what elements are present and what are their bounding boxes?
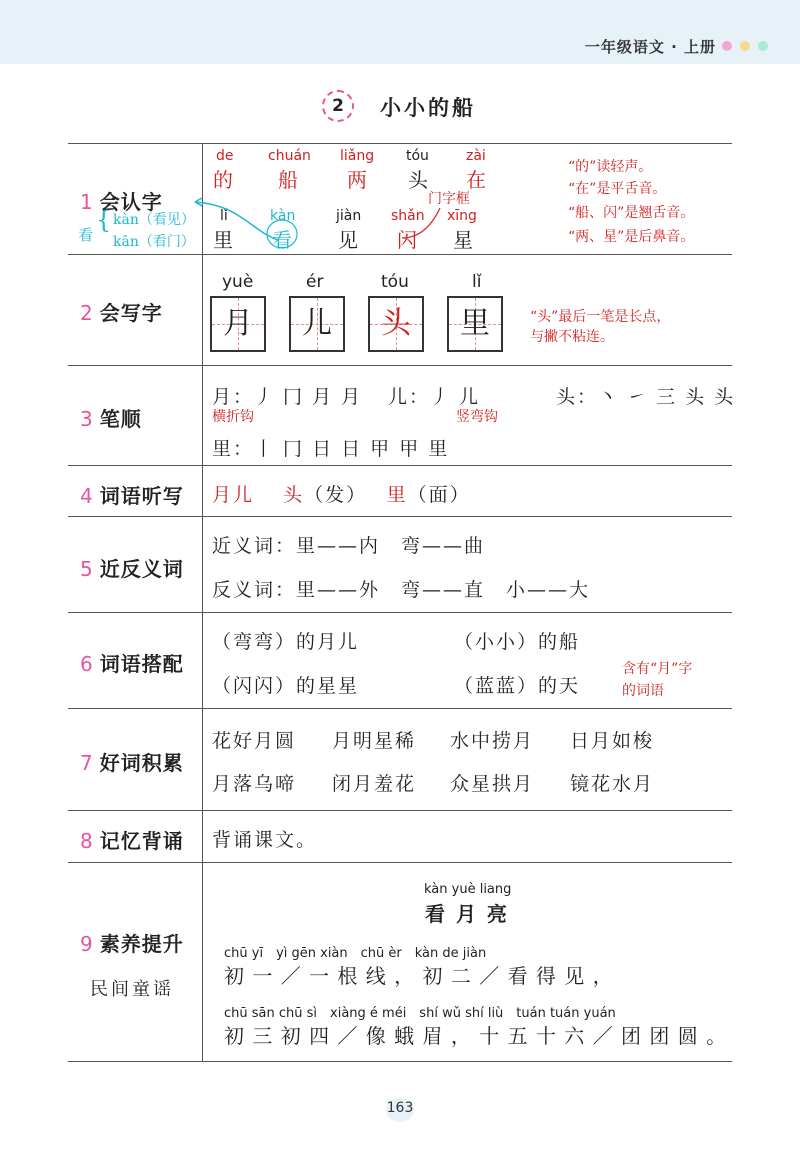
kan-reading-2: kān（看门） [113, 234, 195, 250]
write-note-1: “头”最后一笔是长点， [530, 309, 671, 325]
pinyin: kàn [270, 208, 296, 224]
table-border-top [68, 143, 732, 144]
section-3-label: 3 笔顺 [80, 407, 142, 431]
section-9-sublabel: 民间童谣 [90, 979, 174, 1000]
pinyin: ér [306, 272, 324, 292]
pinyin: de [216, 148, 234, 164]
char: 的 [213, 168, 233, 192]
section-9-label: 9 素养提升 [80, 932, 184, 956]
row-divider [68, 708, 732, 709]
header-bar [0, 0, 800, 64]
row-divider [68, 810, 732, 811]
lesson-title: 小小的船 [380, 96, 476, 120]
pinyin: tóu [406, 148, 429, 164]
section-5-label: 5 近反义词 [80, 557, 184, 581]
row-divider [68, 254, 732, 255]
char: 头 [408, 168, 428, 192]
pinyin: xīng [447, 208, 477, 224]
row-divider [68, 516, 732, 517]
stroke-yue: 月：丿 冂 月 月 [212, 386, 363, 408]
write-char: 月 [223, 306, 253, 341]
char: 见 [338, 228, 358, 252]
pinyin: lǐ [220, 208, 228, 224]
collocation-item: （小小）的船 [454, 631, 581, 653]
pinyin: yuè [222, 272, 254, 292]
synonyms-line: 近义词：里——内 弯——曲 [212, 535, 486, 557]
section-7-label: 7 好词积累 [80, 751, 184, 775]
kan-reading-1: kàn（看见） [113, 212, 195, 228]
rhyme-line2-pinyin: chū sān chū sì xiàng é méi shí wǔ shí liù tuán tuán yuán [224, 1006, 616, 1021]
rhyme-title-pinyin: kàn yuè liang [424, 882, 512, 897]
char: 里 [213, 228, 233, 252]
kan-prefix: 看 [78, 226, 94, 244]
section-6-label: 6 词语搭配 [80, 652, 184, 676]
pinyin: chuán [268, 148, 311, 164]
stroke-tou: 头：丶 ㇀ 三 头 头 [556, 386, 736, 408]
stroke-note-hengzhegou: 横折钩 [212, 409, 254, 425]
goodword: 水中捞月 [450, 730, 535, 752]
write-char: 头 [381, 306, 411, 341]
char: 两 [347, 168, 367, 192]
pinyin: shǎn [391, 208, 425, 224]
pinyin: liǎng [340, 148, 375, 164]
goodword: 闭月羞花 [332, 773, 417, 795]
pinyin: tóu [381, 272, 409, 292]
goodword: 日月如梭 [570, 730, 655, 752]
char: 闪 [397, 228, 417, 252]
collocation-item: （闪闪）的星星 [212, 675, 360, 697]
collocation-item: （弯弯）的月儿 [212, 631, 360, 653]
book-title: 一年级语文 · 上册 [584, 38, 716, 56]
section-1-label: 1 会认字 [80, 190, 163, 214]
dictation-line: 月儿 头（发） 里（面） [212, 484, 471, 506]
phonetic-note-1: “的”读轻声。 [568, 159, 653, 175]
goodword: 镜花水月 [570, 773, 655, 795]
lesson-number: 2 [322, 90, 354, 122]
page-number: 163 [386, 1100, 414, 1116]
section-4-label: 4 词语听写 [80, 484, 184, 508]
pinyin: jiàn [336, 208, 362, 224]
collocation-item: （蓝蓝）的天 [454, 675, 581, 697]
rhyme-line1: 初 一 ／ 一 根 线 ， 初 二 ／ 看 得 见 ， [224, 964, 614, 988]
phonetic-note-4: “两、星”是后鼻音。 [568, 229, 695, 245]
pinyin: lǐ [472, 272, 482, 292]
pinyin: zài [466, 148, 486, 164]
stroke-er: 儿：丿 儿 [388, 386, 481, 408]
row-divider [68, 612, 732, 613]
writing-grid [368, 296, 424, 352]
phonetic-note-3: “船、闪”是翘舌音。 [568, 205, 695, 221]
row-divider [68, 365, 732, 366]
writing-grid [210, 296, 266, 352]
decor-dot-pink [722, 41, 732, 51]
column-divider [202, 143, 203, 1061]
phonetic-note-2: “在”是平舌音。 [568, 181, 667, 197]
write-char: 儿 [302, 306, 332, 341]
write-char: 里 [460, 306, 490, 341]
char: 船 [278, 168, 298, 192]
char: 看 [272, 228, 292, 252]
rhyme-line1-pinyin: chū yī yì gēn xiàn chū èr kàn de jiàn [224, 946, 487, 961]
brace: { [96, 206, 112, 234]
goodword: 月落乌啼 [212, 773, 297, 795]
goodword: 众星拱月 [450, 773, 535, 795]
stroke-note-shuwangou: 竖弯钩 [456, 409, 498, 425]
table-border-bottom [68, 1061, 732, 1062]
men-radical-note: 门字框 [428, 191, 470, 207]
collocation-note-1: 含有“月”字 [622, 661, 693, 677]
decor-dot-yellow [740, 41, 750, 51]
stroke-li: 里：丨 冂 日 日 甲 甲 里 [212, 438, 450, 460]
recite-text: 背诵课文。 [212, 829, 318, 851]
char: 星 [453, 228, 473, 252]
writing-grid [447, 296, 503, 352]
goodword: 月明星稀 [332, 730, 417, 752]
char: 在 [466, 168, 486, 192]
writing-grid [289, 296, 345, 352]
section-2-label: 2 会写字 [80, 301, 163, 325]
section-8-label: 8 记忆背诵 [80, 829, 184, 853]
rhyme-title: 看 月 亮 [425, 902, 509, 926]
row-divider [68, 465, 732, 466]
row-divider [68, 862, 732, 863]
goodword: 花好月圆 [212, 730, 297, 752]
decor-dot-green [758, 41, 768, 51]
antonyms-line: 反义词：里——外 弯——直 小——大 [212, 579, 591, 601]
write-note-2: 与撇不粘连。 [530, 329, 614, 345]
rhyme-line2: 初 三 初 四 ／ 像 蛾 眉 ， 十 五 十 六 ／ 团 团 圆 。 [224, 1024, 728, 1048]
collocation-note-2: 的词语 [622, 683, 664, 699]
